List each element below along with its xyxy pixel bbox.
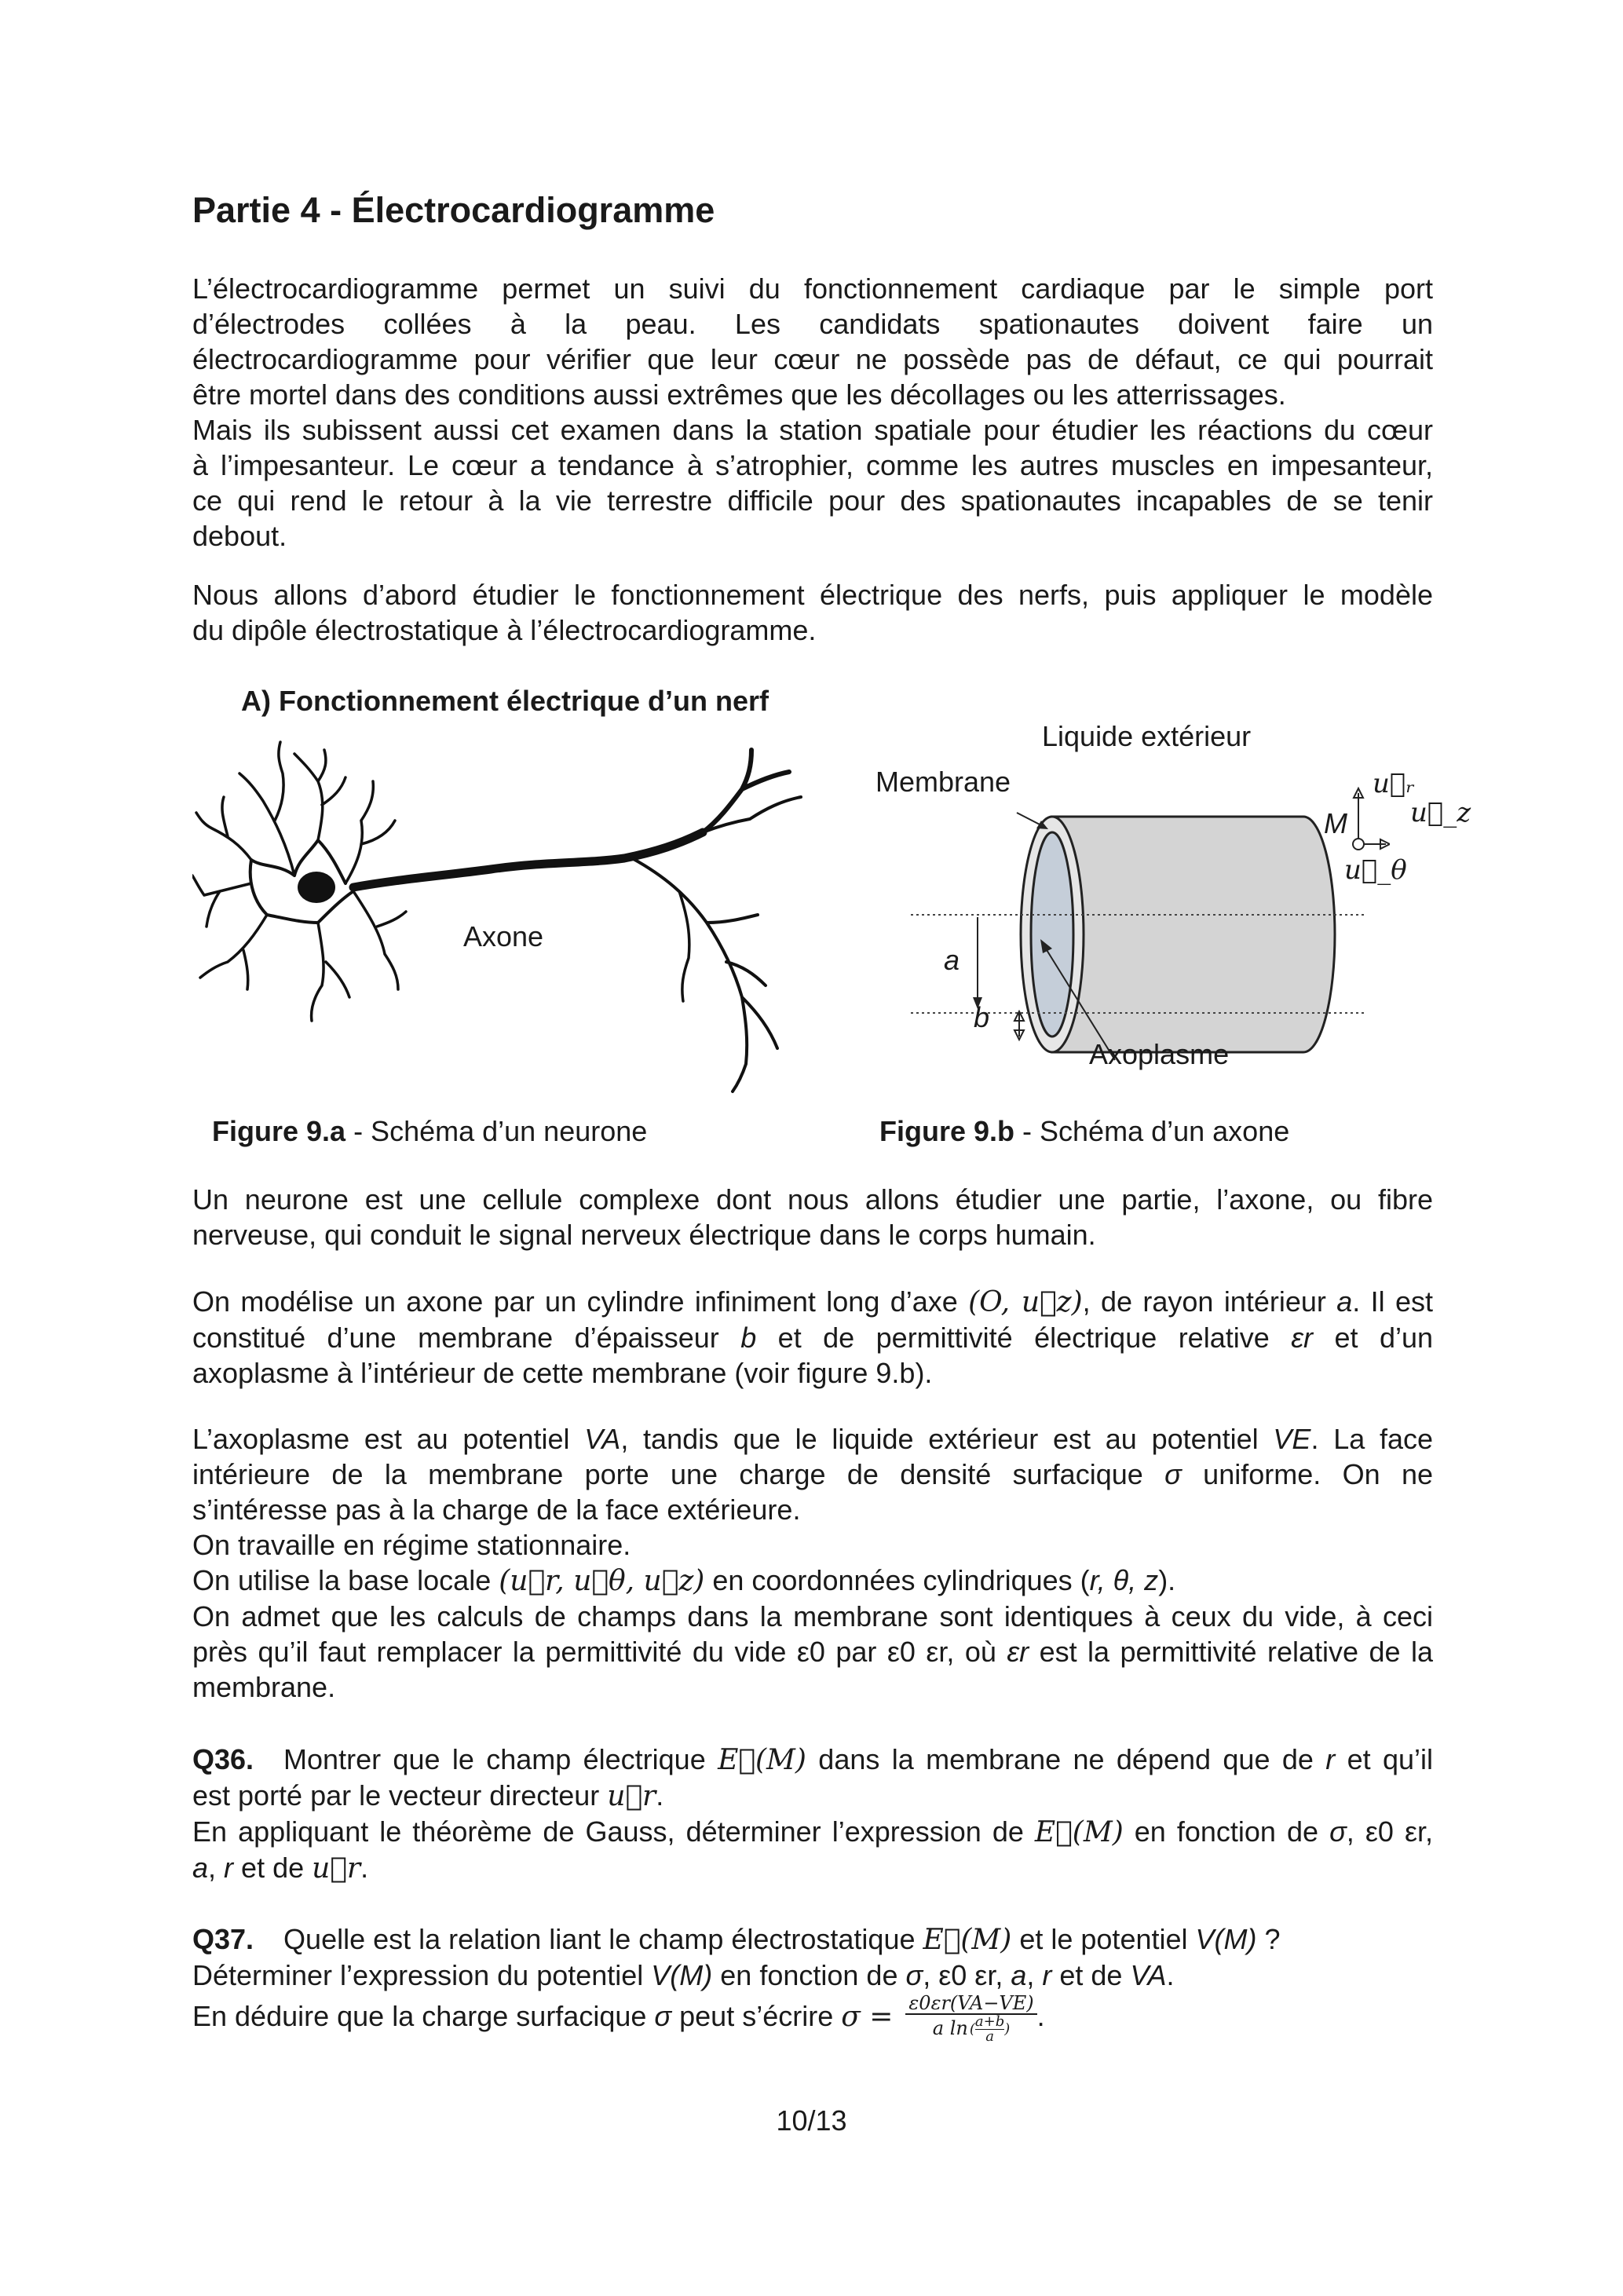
caption-text: - Schéma d’un neurone [345,1115,648,1147]
caption-figure-b [879,1115,1289,1148]
text-line: axoplasme à l’intérieur de cette membrane (voir figure 9.b). [192,1357,933,1389]
point-M [1353,839,1364,850]
axon [353,832,703,887]
question-37 [192,1921,1433,2045]
intro-line: debout. [192,520,287,552]
text-line: On utilise la base locale (u⃗r, u⃗θ, u⃗z) en coordonnées cylindriques (r, θ, z). [192,1564,1176,1597]
dendrite [294,750,345,840]
intro-line: électrocardiogramme pour vérifier que leur cœur ne possède pas de défaut, ce qui pourrait [192,343,1433,375]
text-line: On admet que les calculs de champs dans la membrane sont identiques à ceux du vide, à ceci [192,1600,1433,1632]
axon-branch [679,891,689,1001]
intro2-line: Nous allons d’abord étudier le fonctionnement électrique des nerfs, puis appliquer le modèle [192,579,1433,611]
dendrite [353,891,406,989]
label-M: M [1324,807,1347,839]
label-b: b [974,1001,990,1033]
dendrite [345,781,395,883]
paragraph-neurone [192,1182,1433,1252]
label-axoplasme: Axoplasme [1089,1038,1230,1070]
intro-line: ce qui rend le retour à la vie terrestre difficile pour des spationautes incapables de se tenir [192,484,1433,517]
neuron-figure [192,726,813,1095]
text-line: a, r et de u⃗r. [192,1852,369,1885]
text-line: Q36. Montrer que le champ électrique E⃗(M) dans la membrane ne dépend que de r et qu’il [192,1743,1433,1776]
neuron-nucleus [298,872,335,903]
dendrite [192,876,251,927]
intro-line: à l’impesanteur. Le cœur a tendance à s’atrophier, comme les autres muscles en impesanteur, [192,449,1433,481]
caption-number: Figure 9.a [212,1115,346,1147]
label-axone: Axone [463,920,544,952]
label-a: a [944,944,960,976]
intro-line: être mortel dans des conditions aussi extrêmes que les décollages ou les atterrissages. [192,378,1286,411]
text-line: intérieure de la membrane porte une charge de densité surfacique σ uniforme. On ne [192,1458,1433,1490]
text-line: constitué d’une membrane d’épaisseur b et de permittivité électrique relative εr et d’un [192,1322,1434,1354]
intro2-line: du dipôle électrostatique à l’électrocardiogramme. [192,614,817,646]
text-line: On modélise un axone par un cylindre infiniment long d’axe (O, u⃗z), de rayon intérieur a. Il est [192,1285,1434,1318]
caption-number: Figure 9.b [879,1115,1015,1147]
label-uz: u⃗_z [1410,797,1471,828]
question-36 [192,1742,1433,1886]
axon-branch [632,858,777,1091]
text-line: Un neurone est une cellule complexe dont nous allons étudier une partie, l’axone, ou fibre [192,1183,1433,1216]
sigma-fraction [905,1993,1036,2044]
intro-line: d’électrodes collées à la peau. Les candidats spationautes doivent faire un [192,308,1433,340]
text-line: nerveuse, qui conduit le signal nerveux électrique dans le corps humain. [192,1219,1096,1251]
text-line: L’axoplasme est au potentiel VA, tandis que le liquide extérieur est au potentiel VE. La face [192,1423,1434,1455]
intro2-paragraph [192,577,1433,648]
page-number: 10/13 [776,2104,847,2137]
caption-figure-a [212,1115,647,1148]
label-ur: u⃗ᵣ [1373,768,1416,799]
question-number: Q37. [192,1923,254,1955]
dendrite [196,797,251,860]
membrane-pointer [1017,813,1043,826]
label-utheta: u⃗_θ [1344,854,1407,886]
text-line: est porté par le vecteur directeur u⃗r. [192,1779,664,1812]
text-line: En appliquant le théorème de Gauss, déterminer l’expression de E⃗(M) en fonction de σ, ε0 εr, [192,1815,1433,1848]
text-line: s’intéresse pas à la charge de la face extérieure. [192,1493,801,1526]
dendrite [312,923,349,1021]
dendrite [200,915,267,989]
caption-text: - Schéma d’un axone [1014,1115,1290,1147]
axon-branch [703,797,801,832]
text-line: près qu’il faut remplacer la permittivité du vide ε0 par ε0 εr, où εr est la permittivité relative de la [192,1636,1433,1668]
fraction-denominator: a ln ( $\frac{a+b}{a}$ ) [932,2013,1011,2045]
page-title: Partie 4 - Électrocardiogramme [192,190,715,230]
text-line: Déterminer l’expression du potentiel V(M) en fonction de σ, ε0 εr, a, r et de VA. [192,1959,1175,1991]
text-line: En déduire que la charge surfacique σ peut s’écrire σ = ε0εr(VA−VE) a ln ( $\frac{a+b}{a}$ ) . [192,1992,1045,2045]
label-liquide: Liquide extérieur [1042,720,1252,752]
paragraph-potentiels [192,1421,1433,1705]
intro-line: Mais ils subissent aussi cet examen dans la station spatiale pour étudier les réactions du cœur [192,414,1433,446]
section-heading-a: A) Fonctionnement électrique d’un nerf [241,685,769,717]
paragraph-modele [192,1284,1433,1391]
question-number: Q36. [192,1743,254,1775]
fraction-numerator: ε0εr(VA−VE) [905,1993,1036,2015]
text-line: membrane. [192,1671,336,1703]
cylinder-body [1052,817,1335,1052]
intro-line: L’électrocardiogramme permet un suivi du fonctionnement cardiaque par le simple port [192,272,1433,305]
axoplasme-face [1031,832,1073,1036]
intro-paragraph [192,271,1433,554]
text-line: On travaille en régime stationnaire. [192,1529,631,1561]
text-line: Q37. Quelle est la relation liant le champ électrostatique E⃗(M) et le potentiel V(M) ? [192,1923,1281,1956]
label-membrane: Membrane [875,766,1011,798]
